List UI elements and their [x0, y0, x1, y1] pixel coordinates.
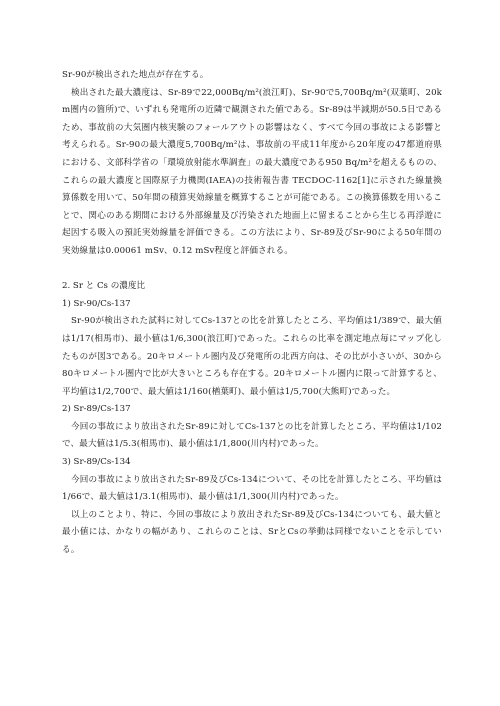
subsection-heading-sr89-cs134: 3) Sr-89/Cs-134 [62, 457, 131, 468]
paragraph-sr89-cs134: 今回の事故により放出されたSr-89及びCs-134について、その比を計算したところ、平均値は1/66で、最大値は1/3.1(相馬市)、最小値は1/1,300(川内村)であった。 [62, 474, 442, 503]
subsection-heading-sr89-cs137: 2) Sr-89/Cs-137 [62, 404, 131, 415]
section-heading: 2. Sr と Cs の濃度比 [62, 281, 146, 292]
spacer [62, 261, 442, 279]
subsection-heading-sr90-cs137: 1) Sr-90/Cs-137 [62, 298, 131, 309]
paragraph-sr89-cs137: 今回の事故により放出されたSr-89に対してCs-137との比を計算したところ、平均値は1/102で、最大値は1/5.3(相馬市)、最小値は1/1,800(川内村)であった。 [62, 421, 442, 450]
paragraph-sr90-cs137: Sr-90が検出された試料に対してCs-137との比を計算したところ、平均値は1/389で、最大値は1/17(相馬市)、最小値は1/6,300(浪江町)であった。これらの比率を測定地点毎にマップ化したものが図3である。20キロメートル圏内及び発電所の北西方向は、その比が小さいが、30から80キロメートル圏内で比が大きいところも存在する。20キロメートル圏内に限って計算すると、平均値は1/2,700で、最大値は1/160(楢葉町)、最小値は1/5,700(大熊町)であった。 [62, 316, 442, 397]
paragraph-continuation: Sr-90が検出された地点が存在する。 [62, 70, 209, 80]
paragraph-conclusion: 以上のことより、特に、今回の事故により放出されたSr-89及びCs-134についても、最大値と最小値には、かなりの幅があり、これらのことは、SrとCsの挙動は同様でないことを示している。 [62, 509, 442, 556]
paragraph-max-concentration: 検出された最大濃度は、Sr-89で22,000Bq/m²(浪江町)、Sr-90で5,700Bq/m²(双葉町、20km圏内の箇所)で、いずれも発電所の近隣で観測された値である。Sr-89は半減期が50.5日であるため、事故前の大気圏内核実験のフォールアウトの影響はなく、すべて今回の事故による影響と考えられる。Sr-90の最大濃度5,700Bq/m²は、事故前の平成11年度から20年度の47都道府県における、文部科学省の「環境放射能水準調査」の最大濃度である950 Bq/m²を超えるものの、これらの最大濃度と国際原子力機関(IAEA)の技術報告書 TECDOC-1162[1]に示された線量換算係数を用いて、50年間の積算実効線量を概算することが可能である。この換算係数を用いることで、関心のある期間における外部線量及び汚染された地面上に留まることから生じる再浮遊に起因する吸入の預託実効線量を評価できる。この方法により、Sr-89及びSr-90による50年間の実効線量は0.00061 mSv、0.12 mSv程度と評価される。 [62, 87, 442, 256]
